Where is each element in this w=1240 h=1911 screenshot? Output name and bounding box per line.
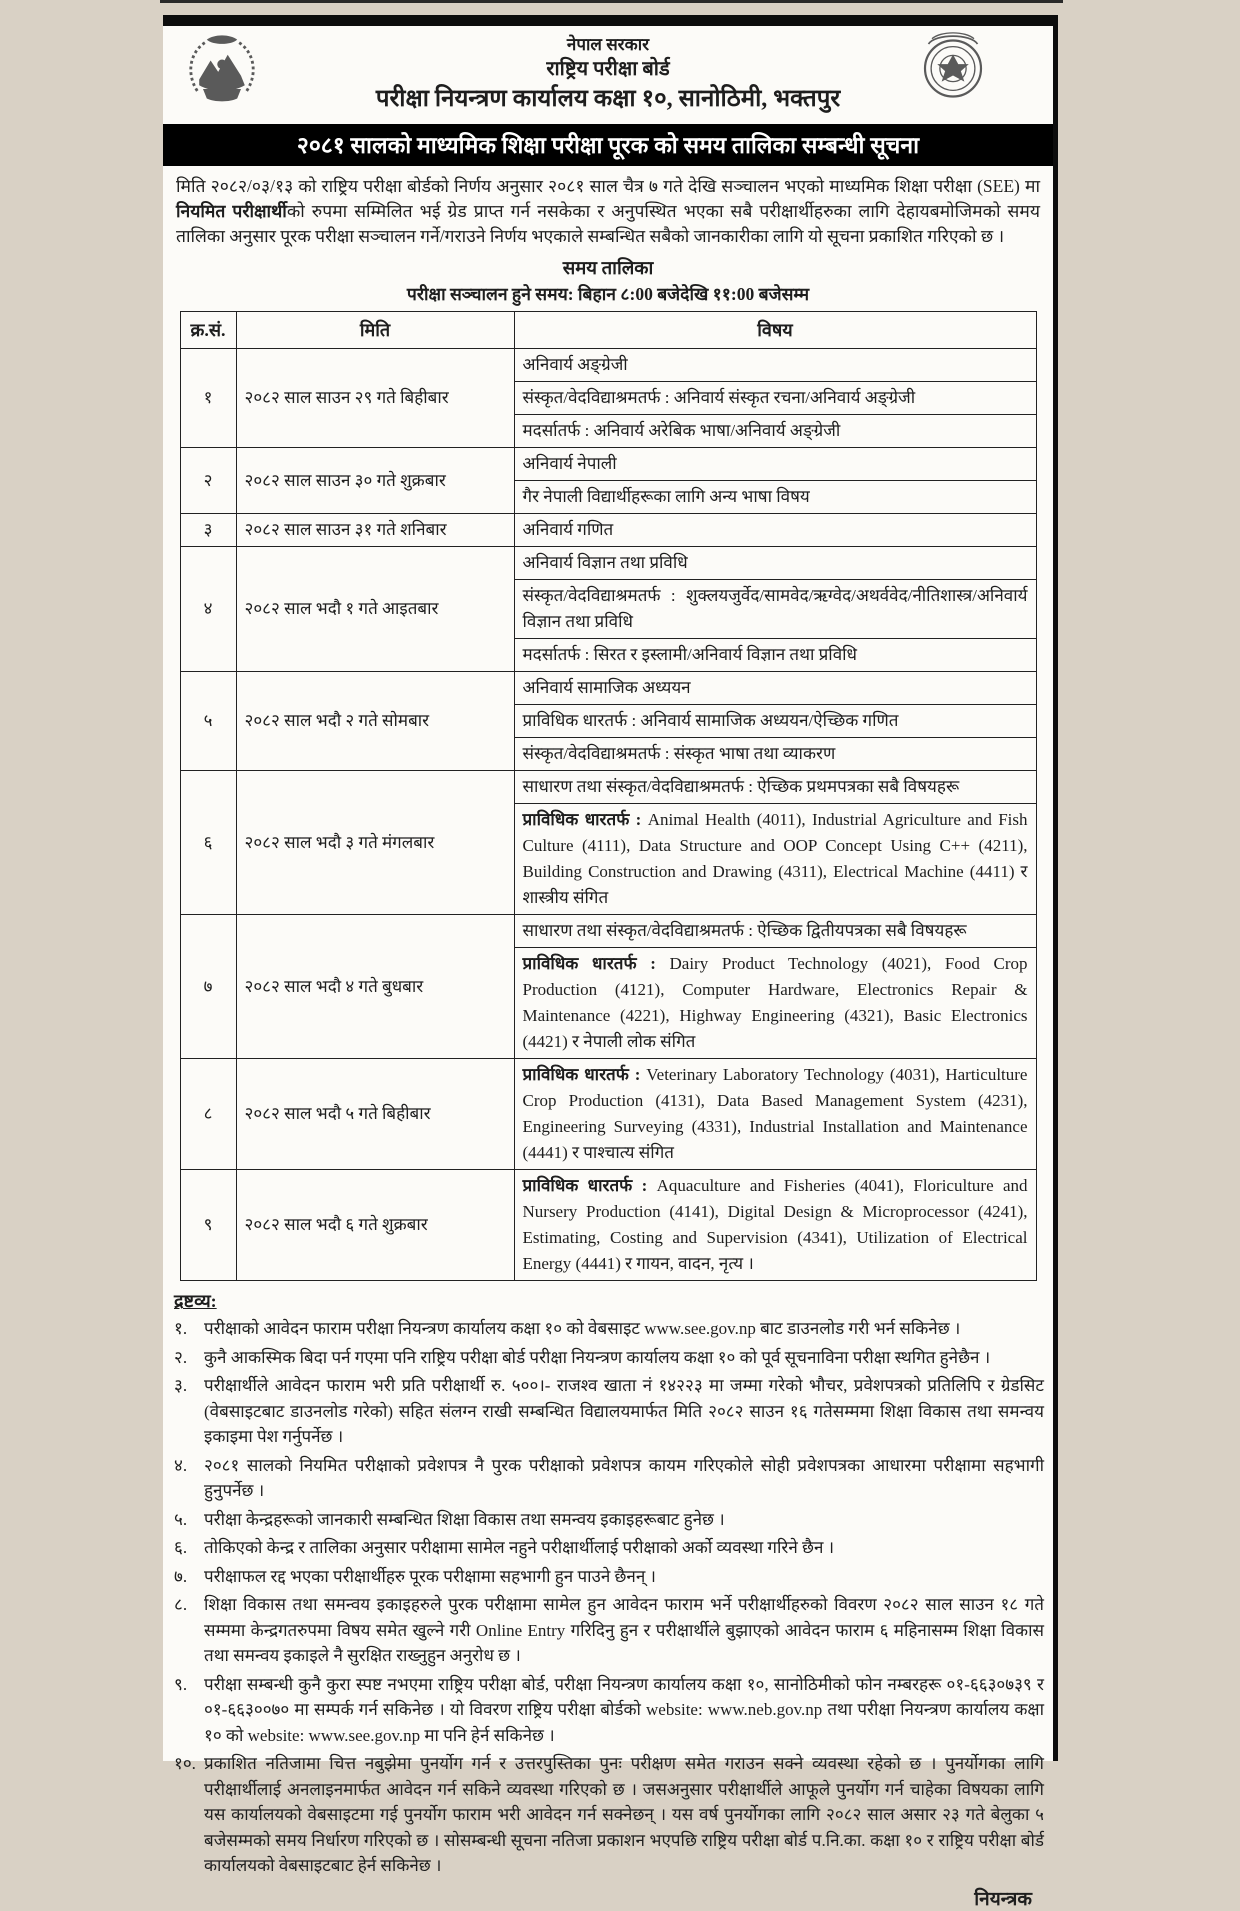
date-cell: २०८२ साल भदौ ४ गते बुधबार (236, 915, 514, 1059)
note-text: तोकिएको केन्द्र र तालिका अनुसार परीक्षामा सामेल नहुने परीक्षार्थीलाई परीक्षाको अर्को व्यवस्था गरिने छैन । (204, 1538, 835, 1557)
header-board-line: राष्ट्रिय परीक्षा बोर्ड (546, 58, 670, 80)
serial-number-cell: ९ (180, 1170, 236, 1281)
note-item (174, 1373, 1044, 1450)
note-item (174, 1316, 1044, 1342)
date-cell: २०८२ साल भदौ ३ गते मंगलबार (236, 771, 514, 915)
note-number: ५. (174, 1509, 188, 1529)
notice-banner-title: २०८१ सालको माध्यमिक शिक्षा परीक्षा पूरक को समय तालिका सम्बन्धी सूचना (163, 124, 1053, 166)
subject-stream-prefix: प्राविधिक धारतर्फ : (522, 1176, 657, 1195)
schedule-time-subtitle: परीक्षा सञ्चालन हुने समय: बिहान ८:00 बजेदेखि ११:00 बजेसम्म (406, 284, 810, 304)
subject-cell: अनिवार्य अङ्ग्रेजी (514, 349, 1036, 382)
note-number: ७. (174, 1566, 188, 1586)
note-item (174, 1564, 1044, 1590)
note-number: ९. (174, 1674, 188, 1694)
note-text: परीक्षार्थीले आवेदन फाराम भरी प्रति परीक्षार्थी रु. ५००।- राजश्व खाता नं १४२२३ मा जम्मा गरेको भौचर, प्रवेशपत्रको प्रतिलिपि र ग्रेडसिट (वेबसाइटबाट डाउनलोड गरेको) सहित संलग्न राखी सम्बन्धित विद्यालयमार्फत मिति २०८२ साउन १६ गतेसम्ममा शिक्षा विकास तथा समन्वय इकाइमा पेश गर्नुपर्नेछ । (204, 1376, 1044, 1446)
subject-cell: साधारण तथा संस्कृत/वेदविद्याश्रमतर्फ : ऐच्छिक प्रथमपत्रका सबै विषयहरू (514, 771, 1036, 804)
serial-number-cell: १ (180, 349, 236, 448)
note-text: परीक्षाको आवेदन फाराम परीक्षा नियन्त्रण कार्यालय कक्षा १० को वेबसाइट www.see.gov.np बाट डाउनलोड गरी भर्न सकिनेछ । (204, 1319, 961, 1338)
intro-paragraph (176, 174, 1040, 249)
note-number: ३. (174, 1376, 188, 1395)
subject-cell: संस्कृत/वेदविद्याश्रमतर्फ : शुक्लयजुर्वेद/सामवेद/ऋग्वेद/अथर्ववेद/नीतिशास्त्र/अनिवार्य विज्ञान तथा प्रविधि (514, 580, 1036, 639)
neb-seal-icon (918, 28, 988, 102)
note-item (174, 1535, 1044, 1561)
schedule-header-row (180, 312, 1036, 349)
serial-number-cell: ६ (180, 771, 236, 915)
serial-number-cell: २ (180, 448, 236, 514)
subject-cell: अनिवार्य नेपाली (514, 448, 1036, 481)
column-header-subject: विषय (514, 312, 1036, 349)
date-cell: २०८२ साल साउन ३१ गते शनिबार (236, 514, 514, 547)
schedule-row (180, 514, 1036, 547)
note-number: ६. (174, 1538, 188, 1557)
header-government-line: नेपाल सरकार (566, 35, 650, 54)
serial-number-cell: ७ (180, 915, 236, 1059)
page-top-rule (160, 0, 1063, 3)
schedule-row (180, 448, 1036, 481)
note-text: परीक्षाफल रद्द भएका परीक्षार्थीहरु पूरक परीक्षामा सहभागी हुन पाउने छैनन् । (204, 1566, 656, 1586)
subject-cell: साधारण तथा संस्कृत/वेदविद्याश्रमतर्फ : ऐच्छिक द्वितीयपत्रका सबै विषयहरू (514, 915, 1036, 948)
note-text: शिक्षा विकास तथा समन्वय इकाइहरुले पुरक परीक्षामा सामेल हुन आवेदन फाराम भर्ने परीक्षार्थीहरुको विवरण २०८२ साल साउन १८ गते सम्ममा केन्द्रगतरुपमा विषय समेत खुल्ने गरी Online Entry गरिदिनु हुन र परीक्षार्थीले बुझाएको आवेदन फाराम ६ महिनासम्म शिक्षा विकास तथा समन्वय इकाइले नै सुरक्षित राख्नुहुन अनुरोध छ । (204, 1595, 1044, 1665)
controller-signature: नियन्त्रक (974, 1888, 1032, 1910)
serial-number-cell: ४ (180, 547, 236, 672)
subject-cell: प्राविधिक धारतर्फ : Animal Health (4011), Industrial Agriculture and Fish Culture (4111), Data Structure and OOP Concept Using C++ (4211), Building Construction and Drawing (4311), Electrical Machine (4411) र शास्त्रीय संगित (514, 804, 1036, 915)
subject-cell: प्राविधिक धारतर्फ : Dairy Product Technology (4021), Food Crop Production (4121), Computer Hardware, Electronics Repair & Maintenance (4221), Highway Engineering (4321), Basic Electronics (4421) र नेपाली लोक संगित (514, 948, 1036, 1059)
date-cell: २०८२ साल साउन २९ गते बिहीबार (236, 349, 514, 448)
intro-text-pre: मिति २०८२/०३/१३ को राष्ट्रिय परीक्षा बोर्डको निर्णय अनुसार २०८१ साल चैत्र ७ गते देखि सञ्चालन भएको माध्यमिक शिक्षा परीक्षा (SEE) मा (176, 176, 1040, 196)
subject-cell: प्राविधिक धारतर्फ : अनिवार्य सामाजिक अध्ययन/ऐच्छिक गणित (514, 705, 1036, 738)
note-text: २०८१ सालको नियमित परीक्षाको प्रवेशपत्र नै पुरक परीक्षाको प्रवेशपत्र कायम गरिएकोले सोही प्रवेशपत्रका आधारमा परीक्षामा सहभागी हुनुपर्नेछ । (204, 1455, 1044, 1500)
date-cell: २०८२ साल भदौ १ गते आइतबार (236, 547, 514, 672)
note-text: कुनै आकस्मिक बिदा पर्न गएमा पनि राष्ट्रिय परीक्षा बोर्ड परीक्षा नियन्त्रण कार्यालय कक्षा १० को पूर्व सूचनाविना परीक्षा स्थगित हुनेछैन । (204, 1347, 991, 1367)
subject-cell: अनिवार्य सामाजिक अध्ययन (514, 672, 1036, 705)
note-number: १. (174, 1319, 188, 1338)
subject-cell: मदर्सातर्फ : अनिवार्य अरेबिक भाषा/अनिवार्य अङ्ग्रेजी (514, 415, 1036, 448)
subject-cell: मदर्सातर्फ : सिरत र इस्लामी/अनिवार्य विज्ञान तथा प्रविधि (514, 639, 1036, 672)
schedule-row (180, 672, 1036, 705)
note-item (174, 1507, 1044, 1533)
note-text: परीक्षा केन्द्रहरूको जानकारी सम्बन्धित शिक्षा विकास तथा समन्वय इकाइहरूबाट हुनेछ । (204, 1509, 725, 1529)
serial-number-cell: ५ (180, 672, 236, 771)
intro-text-bold: नियमित परीक्षार्थी (176, 201, 287, 221)
subject-stream-prefix: प्राविधिक धारतर्फ : (522, 810, 648, 829)
column-header-serial-number: क्र.सं. (180, 312, 236, 349)
intro-text-post: को रुपमा सम्मिलित भई ग्रेड प्राप्त गर्न नसकेका र अनुपस्थित भएका सबै परीक्षार्थीहरुका लागि देहायबमोजिमको समय तालिका अनुसार पूरक परीक्षा सञ्चालन गर्ने/गराउने निर्णय भएकाले सम्बन्धित सबैको जानकारीका लागि यो सूचना प्रकाशित गरिएको छ । (176, 201, 1040, 246)
notes-title: द्रष्टव्य: (174, 1291, 217, 1311)
note-item (174, 1672, 1044, 1749)
subject-cell: गैर नेपाली विद्यार्थीहरूका लागि अन्य भाषा विषय (514, 481, 1036, 514)
subject-stream-prefix: प्राविधिक धारतर्फ : (522, 1065, 647, 1084)
date-cell: २०८२ साल भदौ ६ गते शुक्रबार (236, 1170, 514, 1281)
subject-cell: संस्कृत/वेदविद्याश्रमतर्फ : अनिवार्य संस्कृत रचना/अनिवार्य अङ्ग्रेजी (514, 382, 1036, 415)
serial-number-cell: ८ (180, 1059, 236, 1170)
subject-cell: संस्कृत/वेदविद्याश्रमतर्फ : संस्कृत भाषा तथा व्याकरण (514, 738, 1036, 771)
schedule-row (180, 349, 1036, 382)
date-cell: २०८२ साल साउन ३० गते शुक्रबार (236, 448, 514, 514)
schedule-row (180, 1170, 1036, 1281)
notice-document (163, 15, 1058, 1910)
schedule-table (180, 311, 1037, 1281)
note-text: प्रकाशित नतिजामा चित्त नबुझेमा पुनर्योग गर्न र उत्तरपुस्तिका पुनः परीक्षण समेत गराउन सक्ने व्यवस्था रहेको छ । पुनर्योगका लागि परीक्षार्थीलाई अनलाइनमार्फत आवेदन गर्न सकिने व्यवस्था गरिएको छ । जसअनुसार परीक्षार्थीले आफूले पुनर्योग गर्न चाहेका विषयका लागि यस कार्यालयको वेबसाइटमा गई पुनर्योग फाराम भरी आवेदन गर्न सक्नेछन् । यस वर्ष पुनर्योगका लागि २०८२ साल असार २३ गते बेलुका ५ बजेसम्मको समय निर्धारण गरिएको छ । सोसम्बन्धी सूचना नतिजा प्रकाशन भएपछि राष्ट्रिय परीक्षा बोर्ड प.नि.का. कक्षा १० र राष्ट्रिय परीक्षा बोर्ड कार्यालयको वेबसाइटबाट हेर्न सकिनेछ । (204, 1754, 1044, 1875)
date-cell: २०८२ साल भदौ २ गते सोमबार (236, 672, 514, 771)
serial-number-cell: ३ (180, 514, 236, 547)
schedule-table-body (180, 349, 1036, 1281)
date-cell: २०८२ साल भदौ ५ गते बिहीबार (236, 1059, 514, 1170)
note-number: २. (174, 1347, 188, 1367)
note-number: ८. (174, 1595, 188, 1614)
note-item (174, 1751, 1044, 1879)
header-office-line: परीक्षा नियन्त्रण कार्यालय कक्षा १०, सानोठिमी, भक्तपुर (375, 86, 841, 112)
column-header-date: मिति (236, 312, 514, 349)
schedule-row (180, 1059, 1036, 1170)
subject-cell: अनिवार्य गणित (514, 514, 1036, 547)
subject-cell: प्राविधिक धारतर्फ : Veterinary Laboratory Technology (4031), Harticulture Crop Production (4131), Data Based Management System (4231), Engineering Surveying (4331), Industrial Installation and Maintenance (4441) र पाश्चात्य संगित (514, 1059, 1036, 1170)
schedule-row (180, 771, 1036, 804)
subject-cell: अनिवार्य विज्ञान तथा प्रविधि (514, 547, 1036, 580)
letterhead (170, 26, 1046, 120)
schedule-row (180, 915, 1036, 948)
note-item (174, 1453, 1044, 1504)
note-text: परीक्षा सम्बन्धी कुनै कुरा स्पष्ट नभएमा राष्ट्रिय परीक्षा बोर्ड, परीक्षा नियन्त्रण कार्यालय कक्षा १०, सानोठिमीको फोन नम्बरहरू ०१-६६३०७३९ र ०१-६६३००७० मा सम्पर्क गर्न सकिनेछ । यो विवरण राष्ट्रिय परीक्षा बोर्डको website: www.neb.gov.np तथा परीक्षा नियन्त्रण कार्यालय कक्षा १० को website: www.see.gov.np मा पनि हेर्न सकिनेछ । (204, 1674, 1044, 1745)
notes-list (174, 1316, 1044, 1879)
schedule-row (180, 547, 1036, 580)
note-item (174, 1592, 1044, 1669)
note-number: १०. (174, 1754, 196, 1773)
nepal-coat-of-arms-icon (184, 32, 260, 108)
subject-cell: प्राविधिक धारतर्फ : Aquaculture and Fisheries (4041), Floriculture and Nursery Production (4141), Digital Design & Microprocessor (4241), Estimating, Costing and Supervision (4341), Utilization of Electrical Energy (4441) र गायन, वादन, नृत्य । (514, 1170, 1036, 1281)
schedule-title: समय तालिका (562, 259, 654, 279)
note-number: ४. (174, 1455, 188, 1475)
note-item (174, 1345, 1044, 1371)
subject-stream-prefix: प्राविधिक धारतर्फ : (522, 954, 670, 973)
